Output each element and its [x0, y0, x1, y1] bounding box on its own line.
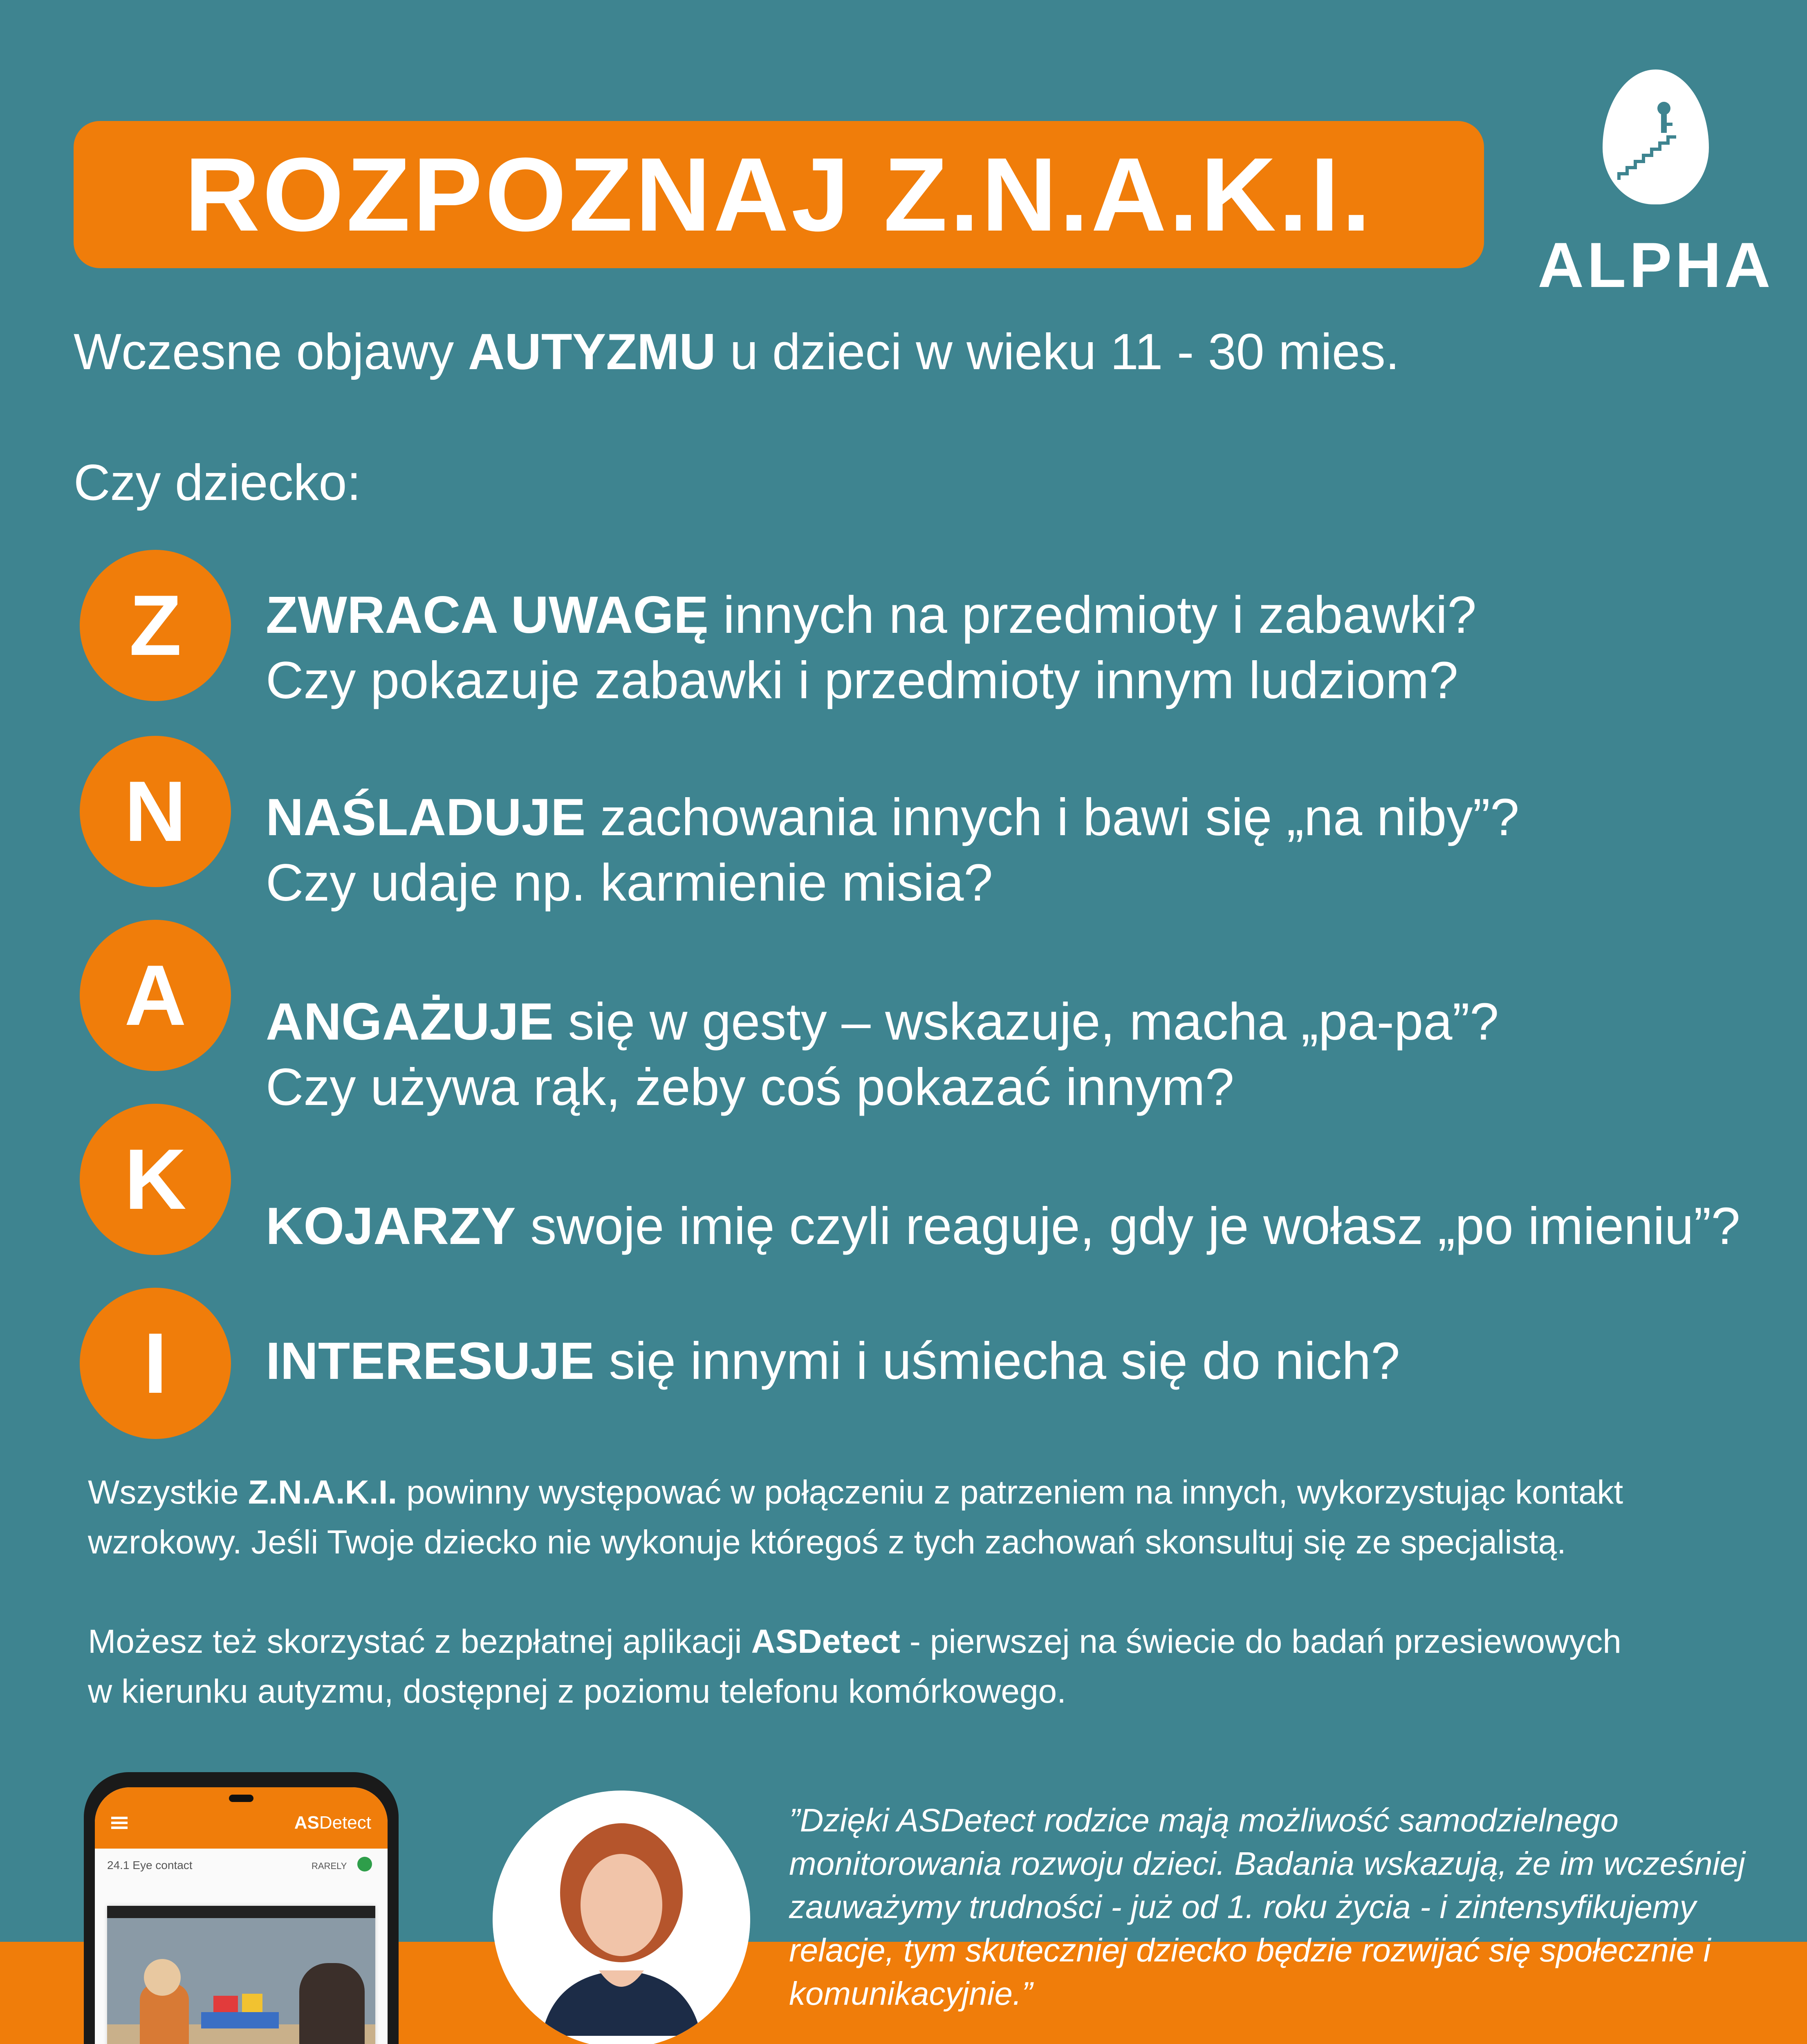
para1-bold: Z.N.A.K.I.: [248, 1474, 397, 1511]
item-n: [266, 785, 1519, 916]
portrait-graphic: [493, 1791, 750, 2044]
item-a: [266, 989, 1499, 1120]
letter-k: K: [124, 1131, 186, 1227]
phone-notch: [229, 1795, 253, 1802]
check-icon: [357, 1857, 372, 1871]
top-item-label[interactable]: 24.1 Eye contact: [107, 1859, 193, 1871]
top-item-status: RARELY: [312, 1861, 347, 1871]
subtitle: [74, 323, 1399, 381]
app-name-a: AS: [294, 1813, 319, 1833]
title-banner: [74, 121, 1484, 268]
app-name: [294, 1813, 371, 1833]
letter-circle-k: [80, 1104, 231, 1255]
letter-circle-i: [80, 1288, 231, 1439]
info-paragraph-1: [88, 1468, 1723, 1567]
letter-circle-a: [80, 920, 231, 1071]
item-a-line2: Czy używa rąk, żeby coś pokazać innym?: [266, 1058, 1234, 1116]
item-i-rest: się innymi i uśmiecha się do nich?: [594, 1332, 1400, 1390]
letter-a: A: [124, 947, 186, 1043]
item-z: [266, 583, 1476, 713]
para1-start: Wszystkie: [88, 1474, 248, 1511]
quote-text: ”Dzięki ASDetect rodzice mają możliwość samodzielnego monitorowania rozwoju dzieci. Badania wskazują, że im wcześniej zauważymy trudności - już od 1. roku życia - i zintensyfikujemy relacje, tym skuteczniej dziecko będzie rozwijać się społecznie i komunikacyjnie.”: [789, 1802, 1745, 2012]
toy-red: [213, 1996, 238, 2012]
item-i: [266, 1329, 1400, 1394]
egg-stairs-key-icon: [1603, 69, 1709, 204]
letter-n: N: [124, 763, 186, 859]
item-k-bold: KOJARZY: [266, 1197, 516, 1255]
item-n-rest: zachowania innych i bawi się „na niby”?: [585, 788, 1520, 847]
phone-screen: [95, 1787, 388, 2044]
letter-circle-n: [80, 736, 231, 887]
item-z-bold: ZWRACA UWAGĘ: [266, 586, 709, 644]
item-a-rest: się w gesty – wskazuje, macha „pa-pa”?: [554, 993, 1499, 1051]
child-head: [144, 1959, 181, 1996]
logo-text: ALPHA: [1538, 230, 1774, 301]
para1-rest: powinny występować w połączeniu z patrzeniem na innych, wykorzystując kontakt: [397, 1474, 1623, 1511]
item-n-bold: NAŚLADUJE: [266, 788, 586, 847]
question-heading: Czy dziecko:: [74, 455, 361, 511]
item-i-bold: INTERESUJE: [266, 1332, 594, 1390]
blue-table: [201, 2012, 279, 2028]
question-card: [107, 1906, 375, 2044]
para2-line2: w kierunku autyzmu, dostępnej z poziomu telefonu komórkowego.: [88, 1673, 1066, 1710]
app-name-b: Detect: [319, 1813, 371, 1833]
subtitle-end: u dzieci w wieku 11 - 30 mies.: [715, 324, 1400, 380]
video-top-bar: [107, 1906, 375, 1918]
item-a-bold: ANGAŻUJE: [266, 993, 554, 1051]
item-n-line2: Czy udaje np. karmienie misia?: [266, 854, 993, 912]
letter-circle-z: [80, 550, 231, 701]
menu-icon[interactable]: [111, 1817, 128, 1819]
toy-yellow: [242, 1994, 262, 2012]
item-z-line2: Czy pokazuje zabawki i przedmioty innym ludziom?: [266, 651, 1458, 710]
logo-graphic: [1603, 69, 1709, 204]
info-paragraph-2: [88, 1617, 1723, 1717]
item-z-rest: innych na przedmioty i zabawki?: [708, 586, 1477, 644]
item-k-rest: swoje imię czyli reaguje, gdy je wołasz „po imieniu”?: [516, 1197, 1740, 1255]
letter-i: I: [143, 1315, 168, 1411]
page-title: ROZPOZNAJ Z.N.A.K.I.: [184, 136, 1373, 253]
letter-z: Z: [129, 577, 182, 673]
adult-figure: [299, 1963, 365, 2044]
para1-line2: wzrokowy. Jeśli Twoje dziecko nie wykonuje któregoś z tych zachowań skonsultuj się ze specjalistą.: [88, 1524, 1566, 1561]
para2-rest: - pierwszej na świecie do badań przesiewowych: [900, 1623, 1621, 1660]
subtitle-start: Wczesne objawy: [74, 324, 468, 380]
video-thumbnail[interactable]: [107, 1906, 375, 2044]
author-portrait: [493, 1791, 750, 2044]
para2-bold: ASDetect: [751, 1623, 900, 1660]
item-k: [266, 1194, 1740, 1259]
subtitle-bold: AUTYZMU: [468, 324, 716, 380]
para2-start: Możesz też skorzystać z bezpłatnej aplikacji: [88, 1623, 751, 1660]
